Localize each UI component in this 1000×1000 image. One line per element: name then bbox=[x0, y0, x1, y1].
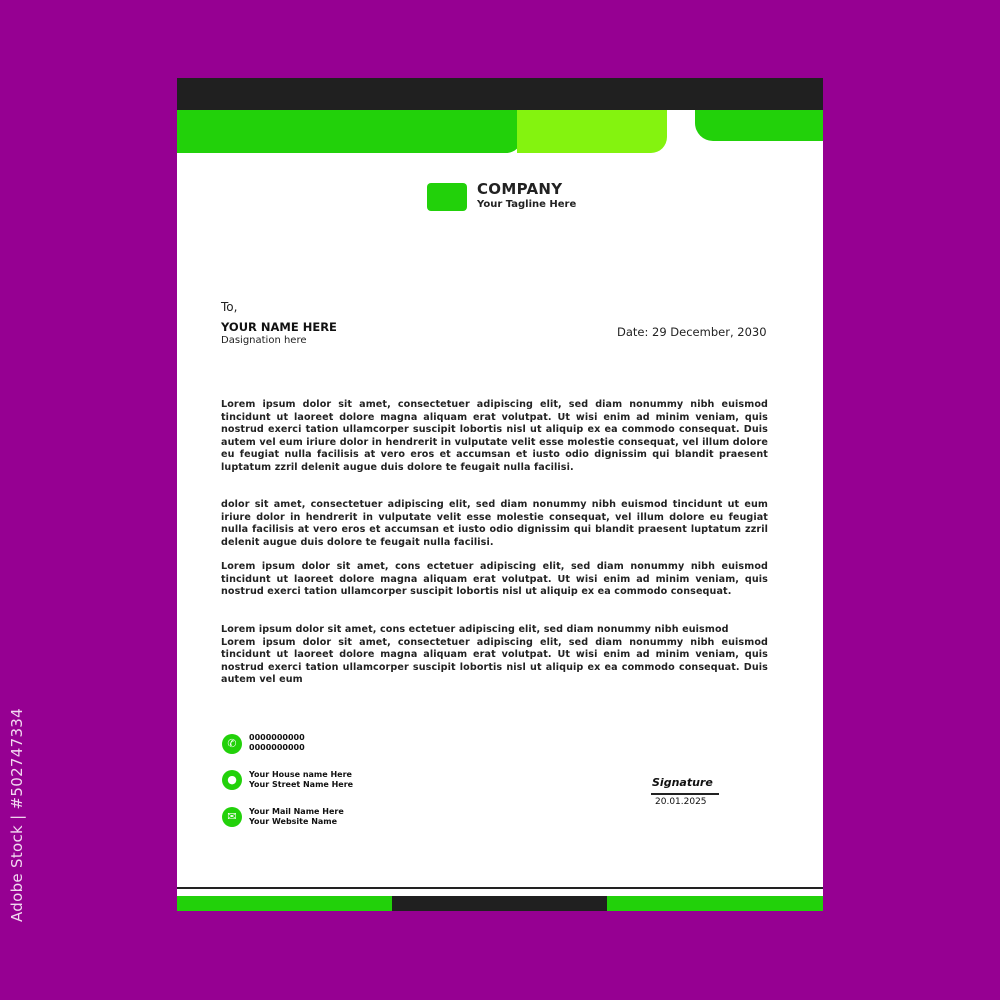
stock-watermark-text: Adobe Stock | #502747334 bbox=[8, 708, 26, 922]
body-paragraph: dolor sit amet, consectetuer adipiscing elit, sed diam nonummy nibh euismod tincidunt ut eum iriure dolor in hendrerit in vulputate velit esse molestie consequat, vel illum dolore eu feugiat nulla facilisis at vero eros et accumsan et iusto odio dignissim qui blandit praesent luptatum zzril delenit augue duis dolore te feugait nulla facilisi. bbox=[221, 499, 768, 548]
contact-mail: Your Mail Name Here Your Website Name bbox=[249, 807, 344, 826]
header-green-band bbox=[177, 110, 522, 153]
location-pin-icon: ● bbox=[222, 770, 242, 790]
recipient-name: YOUR NAME HERE bbox=[221, 320, 337, 334]
signature-date: 20.01.2025 bbox=[655, 797, 707, 807]
signature-line bbox=[651, 793, 719, 795]
letter-date: Date: 29 December, 2030 bbox=[617, 325, 767, 339]
mail-icon: ✉ bbox=[222, 807, 242, 827]
body-paragraph bbox=[221, 624, 768, 687]
phone-icon: ✆ bbox=[222, 734, 242, 754]
salutation: To, bbox=[221, 300, 238, 314]
footer-line bbox=[177, 887, 823, 889]
company-name: COMPANY bbox=[477, 180, 563, 198]
header-green-tab bbox=[695, 110, 823, 141]
recipient-designation: Dasignation here bbox=[221, 335, 307, 346]
footer-dark-band bbox=[392, 896, 607, 911]
contact-phone: 0000000000 0000000000 bbox=[249, 733, 305, 752]
header-lightgreen-band bbox=[517, 110, 667, 153]
header-dark-band bbox=[177, 78, 823, 110]
body-line: Lorem ipsum dolor sit amet, cons ectetuer adipiscing elit, sed diam nonummy nibh euismod bbox=[221, 624, 729, 635]
contact-address: Your House name Here Your Street Name Here bbox=[249, 770, 354, 789]
company-logo bbox=[427, 183, 467, 211]
body-paragraph: Lorem ipsum dolor sit amet, consectetuer adipiscing elit, sed diam nonummy nibh euismod tincidunt ut laoreet dolore magna aliquam erat volutpat. Ut wisi enim ad minim veniam, quis nostrud exerci tation ullamcorper suscipit lobortis nisl ut aliquip ex ea commodo consequat. Duis autem vel eum iriure dolor in hendrerit in vulputate velit esse molestie consequat, vel illum dolore eu feugiat nulla facilisis at vero eros et accumsan et iusto odio dignissim qui blandit praesent luptatum zzril delenit augue duis dolore te feugait nulla facilisi. bbox=[221, 399, 768, 473]
company-tagline: Your Tagline Here bbox=[477, 199, 577, 210]
signature-label: Signature bbox=[652, 776, 713, 789]
body-paragraph: Lorem ipsum dolor sit amet, cons ectetuer adipiscing elit, sed diam nonummy nibh euismod tincidunt ut laoreet dolore magna aliquam erat volutpat. Ut wisi enim ad minim veniam, quis nostrud exerci tation ullamcorper suscipit lobortis nisl ut aliquip ex ea commodo consequat. bbox=[221, 561, 768, 597]
footer-green-band bbox=[177, 896, 392, 911]
body-line: Lorem ipsum dolor sit amet, consectetuer adipiscing elit, sed diam nonummy nibh euismod tincidunt ut laoreet dolore magna aliquam erat volutpat. Ut wisi enim ad minim veniam, quis nostrud exerci tation ullamcorper suscipit lobortis nisl ut aliquip ex ea commodo consequat. Duis autem vel eum bbox=[221, 636, 768, 685]
letterhead-page bbox=[177, 78, 823, 911]
footer-green-band bbox=[607, 896, 823, 911]
